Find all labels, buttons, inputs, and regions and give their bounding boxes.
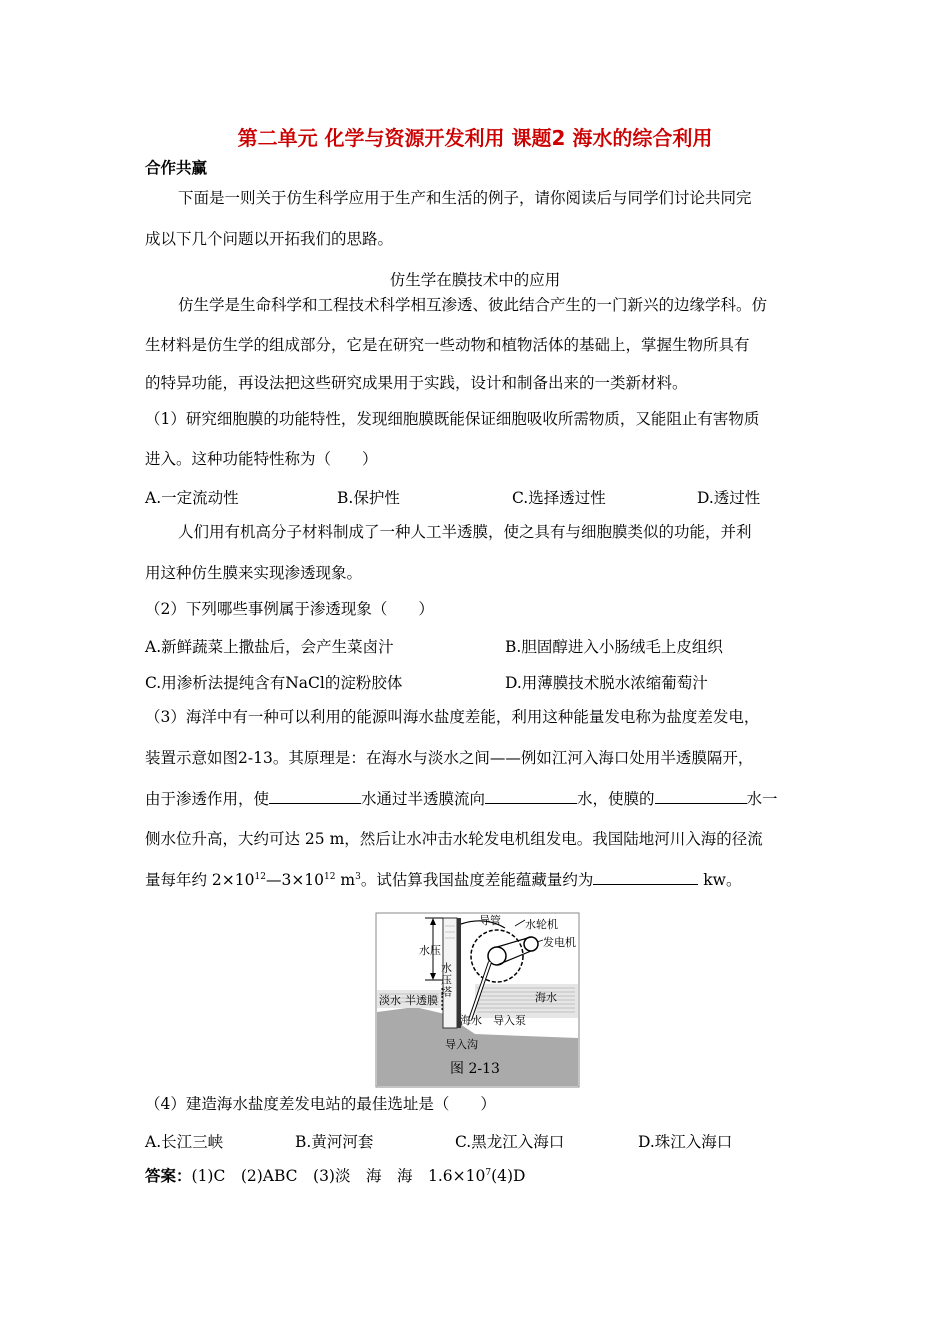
section-heading: 合作共赢: [145, 159, 208, 177]
q4-option-a: A.长江三峡: [145, 1133, 224, 1151]
question-1-line-2: 进入。这种功能特性称为（ ）: [145, 450, 378, 468]
figure-caption: 图 2-13: [450, 1061, 500, 1077]
label-tower: 水压塔: [439, 962, 453, 998]
answer-blank-2[interactable]: [485, 789, 577, 804]
q2-option-a: A.新鲜蔬菜上撒盐后，会产生菜卤汁: [145, 638, 394, 656]
q2-option-c: C.用渗析法提纯含有NaCl的淀粉胶体: [145, 674, 403, 692]
intro-line-2: 成以下几个问题以开拓我们的思路。: [145, 230, 394, 248]
label-membrane: 半透膜: [405, 994, 438, 1007]
article-line-3: 的特异功能，再设法把这些研究成果用于实践，设计和制备出来的一类新材料。: [145, 374, 688, 392]
q1-option-d: D.透过性: [697, 489, 761, 507]
para2-line-2: 用这种仿生膜来实现渗透现象。: [145, 564, 363, 582]
question-3-line-3: 由于渗透作用，使 水通过半透膜流向 水，使膜的 水一: [145, 790, 778, 808]
answer-line: 答案：(1)C (2)ABC (3)淡 海 海 $1.6\times 10^7(4)D$: [145, 1167, 526, 1185]
q1-option-b: B.保护性: [337, 489, 400, 507]
document-title: 第二单元 化学与资源开发利用 课题2 海水的综合利用: [237, 126, 713, 150]
question-3-line-4: 侧水位升高，大约可达 25 m，然后让水冲击水轮发电机组发电。我国陆地河川入海的径流: [145, 830, 763, 848]
q2-option-d: D.用薄膜技术脱水浓缩葡萄汁: [505, 674, 708, 692]
article-line-2: 生材料是仿生学的组成部分，它是在研究一些动物和植物活体的基础上，掌握生物所具有: [145, 336, 750, 354]
answer-blank-3[interactable]: [655, 789, 747, 804]
intro-line-1: 下面是一则关于仿生科学应用于生产和生活的例子，请你阅读后与同学们讨论共同完: [178, 189, 752, 207]
question-3-line-1: （3）海洋中有一种可以利用的能源叫海水盐度差能，利用这种能量发电称为盐度差发电，: [145, 708, 760, 726]
question-3-line-2: 装置示意如图2-13。其原理是：在海水与淡水之间——例如江河入海口处用半透膜隔开，: [145, 749, 754, 767]
label-generator: 发电机: [543, 936, 576, 949]
label-pump: 导入泵: [493, 1014, 526, 1027]
label-sea-right: 海水: [535, 991, 557, 1004]
label-pipe: 导管: [479, 914, 501, 927]
question-1-line-1: （1）研究细胞膜的功能特性，发现细胞膜既能保证细胞吸收所需物质，又能阻止有害物质: [145, 410, 760, 428]
q1-option-c: C.选择透过性: [512, 489, 606, 507]
label-channel: 导入沟: [445, 1038, 478, 1051]
answer-blank-1[interactable]: [269, 789, 361, 804]
article-title: 仿生学在膜技术中的应用: [389, 271, 561, 289]
article-line-1: 仿生学是生命科学和工程技术科学相互渗透、彼此结合产生的一门新兴的边缘学科。仿: [178, 296, 768, 314]
label-fresh-water: 淡水: [379, 994, 401, 1007]
q2-option-b: B.胆固醇进入小肠绒毛上皮组织: [505, 638, 723, 656]
generator-wheel: [524, 937, 538, 951]
label-sea-left: 海水: [460, 1014, 482, 1027]
question-4-stem: （4）建造海水盐度差发电站的最佳选址是（ ）: [145, 1095, 496, 1113]
q4-option-c: C.黑龙江入海口: [455, 1133, 565, 1151]
question-2-stem: （2）下列哪些事例属于渗透现象（ ）: [145, 600, 434, 618]
para2-line-1: 人们用有机高分子材料制成了一种人工半透膜，使之具有与细胞膜类似的功能，并利: [178, 523, 752, 541]
label-pressure: 水压: [419, 944, 441, 957]
q4-option-b: B.黄河河套: [295, 1133, 374, 1151]
answer-label: 答案：: [145, 1167, 192, 1185]
q4-option-d: D.珠江入海口: [638, 1133, 733, 1151]
question-3-line-5: 量每年约 $2\times 10^{12}—3\times 10^{12}$ $m^3$。试估算我国盐度差能蕴藏量约为 kw。: [145, 871, 742, 889]
label-turbine: 水轮机: [525, 918, 558, 931]
answer-blank-4[interactable]: [593, 870, 698, 885]
q1-option-a: A.一定流动性: [145, 489, 239, 507]
